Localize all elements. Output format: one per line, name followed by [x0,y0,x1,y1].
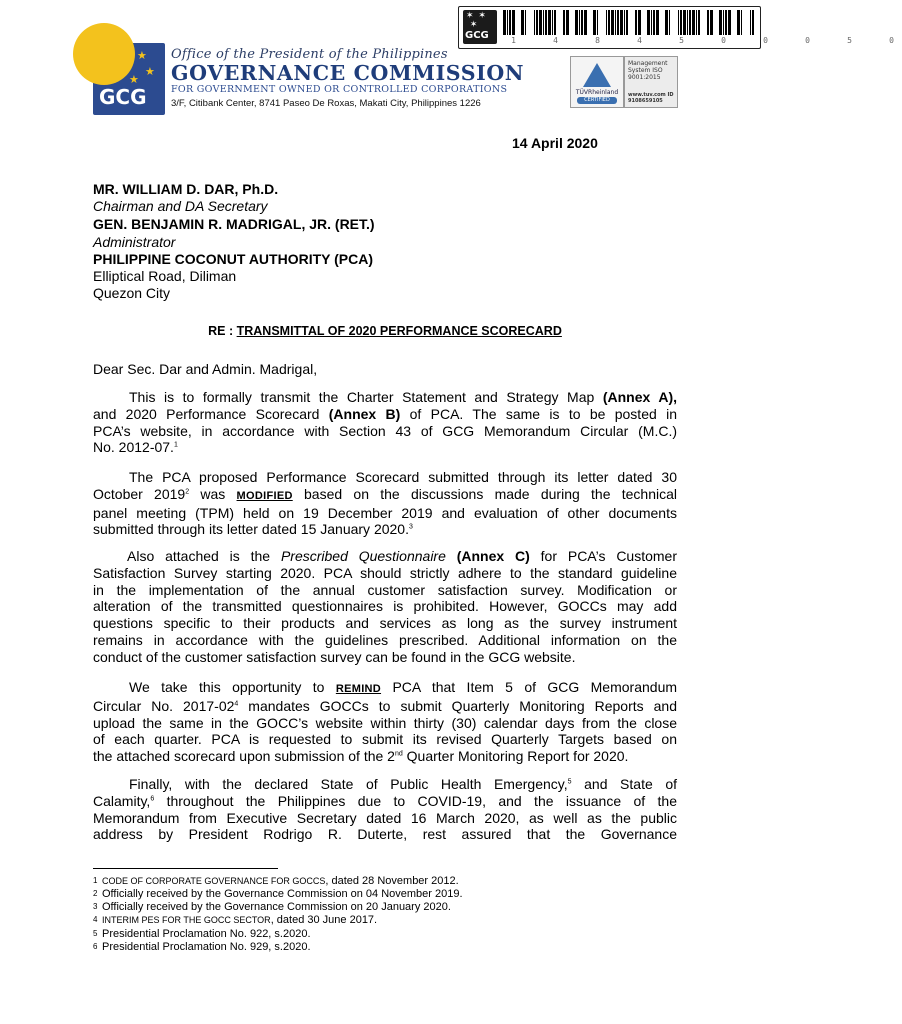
p3-line-1d: for PCA’s Customer [540,548,678,564]
p3-line-7: conduct of the customer satisfaction survey can be found in the GCG website. [93,648,576,665]
barcode-bar [737,10,740,35]
barcode-digit: 0 [805,36,810,45]
p5-line-1a: Finally, with the declared State of Public Health Emergency, [129,776,568,792]
barcode-bar [698,10,700,35]
p4-line-4: of each quarter. PCA is requested to submit its revised Quarterly Targets based on [93,731,677,748]
barcode-bar [606,10,607,35]
p3-line-4: alteration of the transmitted questionnaires is prohibited. However, GOCCs may add [93,598,677,615]
iso-info-text: Management System ISO 9001:2015 [628,60,668,81]
barcode-gcg-logo: ✶ ✶ ✶ GCG [463,10,497,44]
footnote-ref-5: 5 [567,778,572,786]
footnote [93,928,311,942]
ordinal-suffix: nd [394,750,403,758]
barcode-bar [680,10,682,35]
barcode-bar [608,10,610,35]
footnote-text: Officially received by the Governance Commission on 04 November 2019. [102,888,463,900]
footnote-number: 1 [93,876,98,885]
barcode-bar [678,10,679,35]
barcode-bar [719,10,722,35]
subject-re: RE : [208,324,234,338]
barcode-bar [575,10,578,35]
barcode-bar [710,10,713,35]
paragraph-3 [93,548,677,666]
barcode-bar [615,10,616,35]
barcode-bar [689,10,691,35]
barcode-bar [669,10,670,35]
footnote-number: 4 [93,915,98,924]
barcode-bar [647,10,650,35]
footnote-text: Officially received by the Governance Commission on 20 January 2020. [102,901,451,913]
barcode-bar [665,10,668,35]
barcode-digit: 0 [721,36,726,45]
subject-text: TRANSMITTAL OF 2020 PERFORMANCE SCORECARD [236,324,562,338]
barcode-digit: 8 [595,36,600,45]
footnote [93,875,459,889]
barcode-bar [741,10,742,35]
tuv-name: TÜVRheinland [575,89,619,96]
footnote [93,941,311,955]
prescribed-questionnaire-label: Prescribed Questionnaire [280,548,446,564]
footnote [93,914,377,928]
recipient-title-2: Administrator [93,234,176,250]
barcode-bar [750,10,751,35]
p2-line-3: panel meeting (TPM) held on 19 December 2019 and evaluation of other documents [93,504,677,521]
p5-line-4: address by President Rodrigo R. Duterte, rest assured that the Governance [93,826,677,843]
barcode-bar [696,10,697,35]
p2-line-2b: was [200,485,226,502]
barcode-bar [503,10,506,35]
subject-line [0,324,770,338]
barcode-bars [503,10,755,35]
footnote-source: CODE OF CORPORATE GOVERNANCE FOR GOCCS [102,876,326,886]
paragraph-4 [93,679,677,765]
recipient-organization: PHILIPPINE COCONUT AUTHORITY (PCA) [93,251,374,267]
barcode-digit: 5 [847,36,852,45]
salutation: Dear Sec. Dar and Admin. Madrigal, [93,361,318,377]
barcode-bar [534,10,535,35]
barcode-bar [584,10,587,35]
footnote-ref-1: 1 [173,441,178,449]
footnote [93,888,463,902]
barcode-bar [728,10,731,35]
barcode-digit: 1 [511,36,516,45]
letterhead-address: 3/F, Citibank Center, 8741 Paseo De Roxas, Makati City, Philippines 1226 [171,98,481,109]
barcode-bar [552,10,553,35]
barcode-bar [626,10,628,35]
annex-c-label: (Annex C) [456,548,530,564]
footnote-divider [93,868,278,869]
footnote-source: INTERIM PES FOR THE GOCC SECTOR [102,915,271,925]
office-of-president-line: Office of the President of the Philippines [171,47,448,62]
barcode-bar [620,10,623,35]
barcode-digit: 5 [679,36,684,45]
letter-date: 14 April 2020 [512,135,598,151]
barcode-bar [683,10,686,35]
p5-line-2a: Calamity, [93,792,151,809]
barcode-bar [725,10,727,35]
p2-line-4: submitted through its letter dated 15 January 2020. [93,521,409,538]
recipient-city: Quezon City [93,285,171,301]
footnote-number: 5 [93,929,98,938]
barcode-bar [579,10,580,35]
tuv-certification-logo [570,56,624,108]
footnote-text: , dated 28 November 2012. [325,875,459,887]
barcode-bar [617,10,619,35]
recipient-title-1: Chairman and DA Secretary [93,198,268,214]
annex-a-label: (Annex A), [602,389,677,405]
barcode-bar [651,10,652,35]
barcode-bar [687,10,688,35]
p4-line-1a: We take this opportunity to [129,679,325,695]
footnote [93,901,451,915]
barcode-bar [707,10,709,35]
p1-line-1: This is to formally transmit the Charter Statement and Strategy Map [129,389,595,405]
barcode-bar [548,10,551,35]
barcode-bar [692,10,695,35]
p4-line-1c: PCA that Item 5 of GCG Memorandum [392,679,678,695]
p3-line-1a: Also attached is the [127,548,271,564]
iso-certification-info [624,56,678,108]
paragraph-1 [93,389,677,456]
paragraph-5 [93,776,677,843]
footnote-number: 3 [93,902,98,911]
p4-line-5a: the attached scorecard upon submission of the 2 [93,748,395,765]
footnote-number: 2 [93,889,98,898]
barcode-bar [521,10,524,35]
footnote-text: Presidential Proclamation No. 929, s.2020. [102,941,311,953]
barcode-logo-text: GCG [465,30,489,41]
barcode-digit: 0 [763,36,768,45]
barcode-bar [624,10,625,35]
footnote-number: 6 [93,942,98,951]
p3-line-6: remains in accordance with the guidelines prescribed. Additional information on the [93,631,677,648]
barcode-bar [512,10,515,35]
p3-line-3: in the implementation of the annual customer satisfaction survey. Modification or [93,581,677,598]
barcode-bar [635,10,637,35]
barcode-digit: 4 [553,36,558,45]
gocc-subtitle: FOR GOVERNMENT OWNED OR CONTROLLED CORPORATIONS [171,84,508,95]
barcode-bar [566,10,569,35]
p2-line-2d: based on the discussions made during the technical [304,485,678,502]
barcode-digit: 0 [889,36,894,45]
recipient-name-2: GEN. BENJAMIN R. MADRIGAL, JR. (RET.) [93,216,375,232]
barcode-bar [525,10,526,35]
p4-line-5b: Quarter Monitoring Report for 2020. [406,748,629,765]
barcode-bar [638,10,641,35]
p5-line-2b: throughout the Philippines due to COVID-19, and the issuance of the [166,792,677,809]
p1-line-3: PCA’s website, in accordance with Section 43 of GCG Memorandum Circular (M.C.) [93,422,677,439]
barcode-bar [536,10,538,35]
barcode-bar [539,10,542,35]
barcode-bar [653,10,655,35]
p2-line-1: The PCA proposed Performance Scorecard submitted through its letter dated 30 [129,469,677,485]
p2-line-2a: October 2019 [93,485,186,502]
barcode-bar [723,10,724,35]
p4-line-2b: mandates GOCCs to submit Quarterly Monitoring Reports and [248,697,677,714]
annex-b-label: (Annex B) [328,405,401,422]
paragraph-2 [93,469,677,538]
barcode-bar [509,10,511,35]
gcg-logo: ★ ★ ★ GCG [93,43,165,115]
barcode-label [458,6,894,49]
barcode-bar [543,10,544,35]
p5-line-3: Memorandum from Executive Secretary dated 16 March 2020, as well as the public [93,809,677,826]
barcode-bar [611,10,614,35]
modified-emphasis: MODIFIED [236,489,293,502]
p4-line-2a: Circular No. 2017-02 [93,697,235,714]
barcode-bar [563,10,565,35]
recipient-name-1: MR. WILLIAM D. DAR, Ph.D. [93,181,279,197]
footnote-text: Presidential Proclamation No. 922, s.2020. [102,928,311,940]
governance-commission-title: GOVERNANCE COMMISSION [171,61,525,85]
p4-line-3: upload the same in the GOCC’s website within thirty (30) calendar days from the close [93,714,677,731]
barcode-bar [507,10,508,35]
footnote-ref-2: 2 [185,488,190,496]
p3-line-5: questions specific to their products and services as long as the survey instrument [93,615,677,632]
barcode-bar [581,10,583,35]
footnote-text: , dated 30 June 2017. [270,914,378,926]
footnote-ref-6: 6 [150,795,155,803]
tuv-certified-label: CERTIFIED [577,97,617,104]
p3-line-2: Satisfaction Survey starting 2020. PCA should strictly adhere to the standard guideline [93,564,677,581]
barcode-digit: 4 [637,36,642,45]
p5-line-1b: and State of [584,776,678,792]
barcode-bar [752,10,754,35]
barcode-digits [503,36,894,45]
p1-line-2a: and 2020 Performance Scorecard [93,405,320,422]
barcode-bar [545,10,547,35]
iso-info-url: www.tuv.com ID 9108659105 [628,92,674,104]
recipient-street: Elliptical Road, Diliman [93,268,237,284]
gcg-logo-text: GCG [99,85,147,109]
remind-emphasis: REMIND [335,683,382,695]
p1-line-4: No. 2012-07. [93,439,174,456]
footnote-ref-4: 4 [234,700,239,708]
footnote-ref-3: 3 [408,523,413,531]
barcode-bar [597,10,598,35]
p1-line-2c: of PCA. The same is to be posted in [409,405,677,422]
barcode-bar [554,10,556,35]
barcode-bar [593,10,596,35]
barcode-bar [656,10,659,35]
